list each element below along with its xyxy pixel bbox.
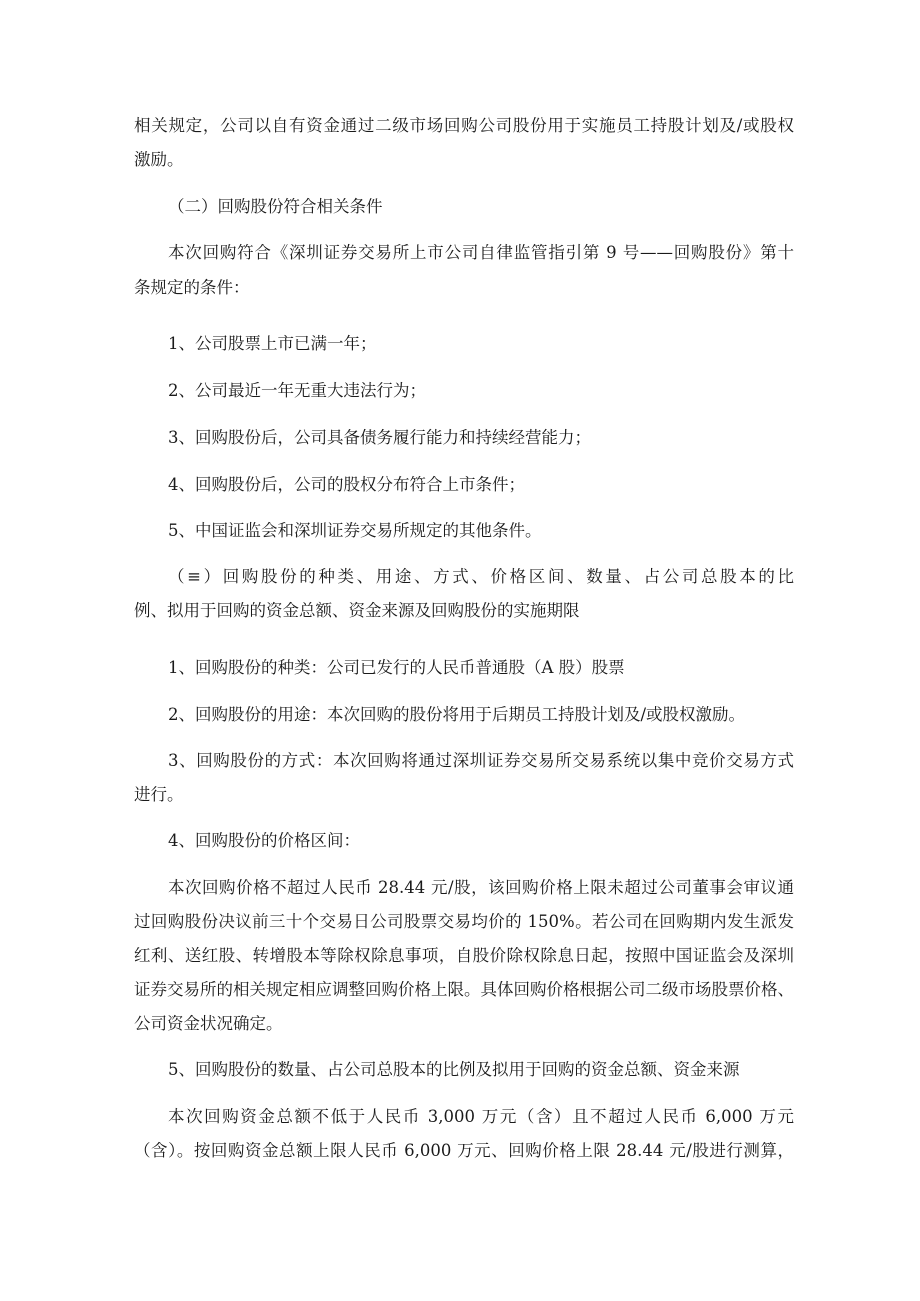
- section-heading: （≡）回购股份的种类、用途、方式、价格区间、数量、占公司总股本的比: [168, 567, 794, 586]
- section-heading: （二）回购股份符合相关条件: [168, 197, 383, 216]
- list-item: 2、公司最近一年无重大违法行为；: [168, 381, 426, 400]
- list-item: 2、回购股份的用途：本次回购的股份将用于后期员工持股计划及/或股权激励。: [168, 705, 746, 724]
- paragraph-line: 公司资金状况确定。: [134, 1014, 283, 1033]
- paragraph-line: 红利、送红股、转增股本等除权除息事项，自股价除权除息日起，按照中国证监会及深圳: [134, 946, 794, 965]
- paragraph-line: 过回购股份决议前三十个交易日公司股票交易均价的 150%。若公司在回购期内发生派发: [134, 912, 794, 931]
- list-item: 5、回购股份的数量、占公司总股本的比例及拟用于回购的资金总额、资金来源: [168, 1060, 740, 1079]
- list-item: 5、中国证监会和深圳证券交易所规定的其他条件。: [168, 521, 542, 540]
- paragraph-line: 本次回购符合《深圳证券交易所上市公司自律监管指引第 9 号——回购股份》第十: [168, 243, 794, 262]
- list-item: 1、回购股份的种类：公司已发行的人民币普通股（A 股）股票: [168, 658, 625, 677]
- paragraph-line: 相关规定，公司以自有资金通过二级市场回购公司股份用于实施员工持股计划及/或股权: [134, 116, 794, 135]
- paragraph-line: 条规定的条件：: [134, 278, 250, 297]
- paragraph-line: 本次回购资金总额不低于人民币 3,000 万元（含）且不超过人民币 6,000 万元: [168, 1107, 794, 1126]
- list-item: 3、回购股份后，公司具备债务履行能力和持续经营能力；: [168, 428, 591, 447]
- paragraph-line: 本次回购价格不超过人民币 28.44 元/股，该回购价格上限未超过公司董事会审议通: [168, 878, 794, 897]
- paragraph-line: 进行。: [134, 785, 184, 804]
- list-item: 1、公司股票上市已满一年；: [168, 334, 377, 353]
- paragraph-line: 证券交易所的相关规定相应调整回购价格上限。具体回购价格根据公司二级市场股票价格、: [134, 980, 794, 999]
- section-heading: 例、拟用于回购的资金总额、资金来源及回购股份的实施期限: [134, 601, 580, 620]
- list-item: 4、回购股份的价格区间：: [168, 831, 360, 850]
- list-item: 3、回购股份的方式：本次回购将通过深圳证券交易所交易系统以集中竞价交易方式: [168, 751, 794, 770]
- paragraph-line: 激励。: [134, 150, 184, 169]
- list-item: 4、回购股份后，公司的股权分布符合上市条件；: [168, 475, 525, 494]
- paragraph-line: （含）。按回购资金总额上限人民币 6,000 万元、回购价格上限 28.44 元/股进行测算，: [134, 1141, 794, 1160]
